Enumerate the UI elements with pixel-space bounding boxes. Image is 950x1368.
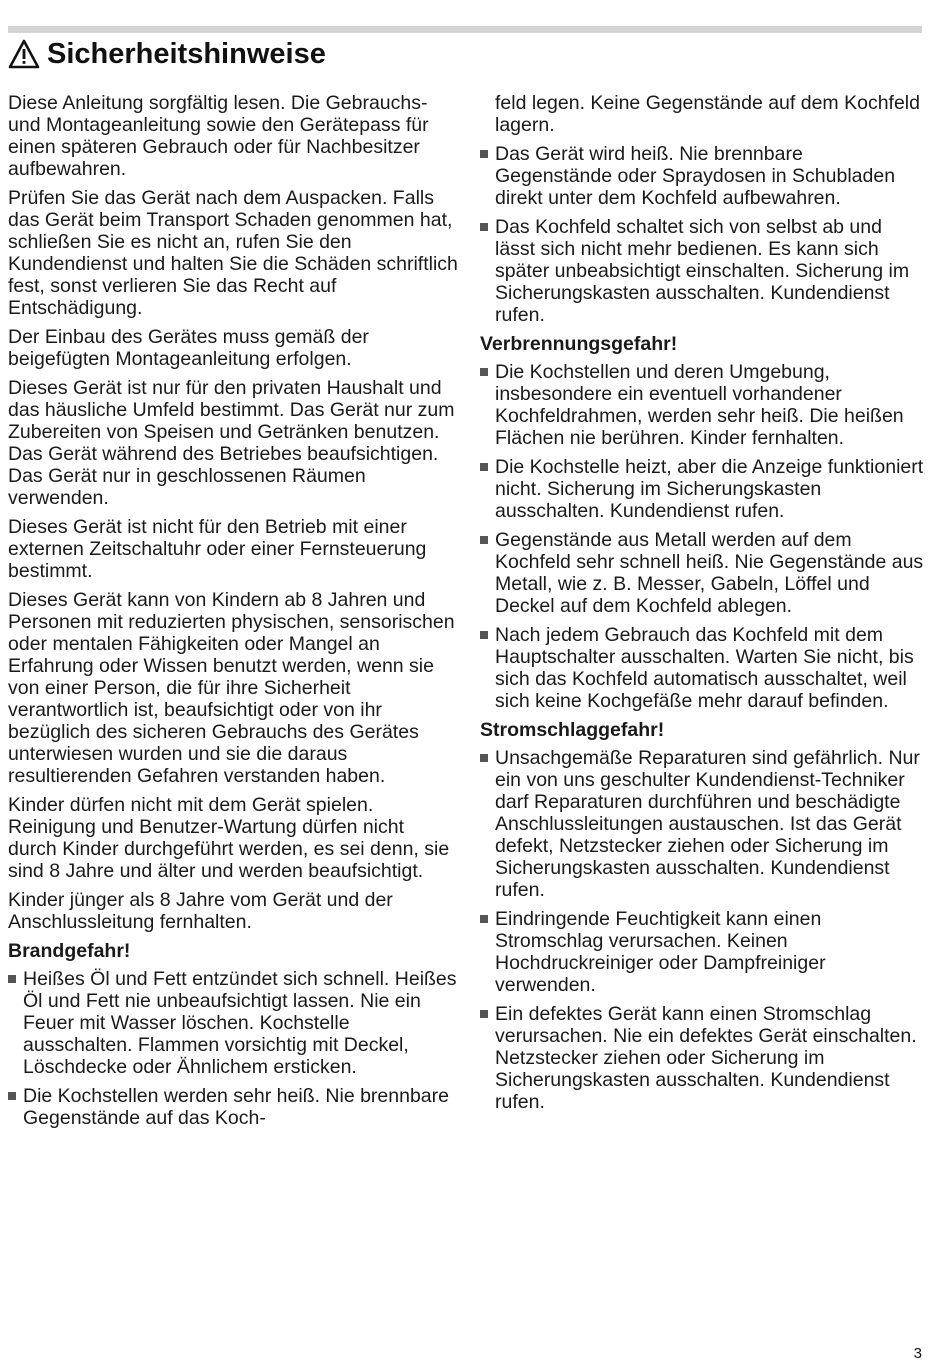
bullet-square-icon [480, 1010, 488, 1018]
intro-paragraph: Dieses Gerät ist nur für den privaten Haushalt und das häusliche Umfeld bestimmt. Das Gerät nur zum Zubereiten von Speisen und Getränken benutzen. Das Gerät während des Betriebes beaufsichtigen. Das Gerät nur in geschlossenen Räumen verwenden. [8, 377, 455, 509]
list-item [480, 216, 925, 326]
list-item-text: Die Kochstellen werden sehr heiß. Nie brennbare Gegenstände auf das Koch- [23, 1085, 449, 1129]
intro-paragraph: Der Einbau des Gerätes muss gemäß der beigefügten Montageanleitung erfolgen. [8, 326, 369, 370]
list-item-text: Ein defektes Gerät kann einen Stromschlag verursachen. Nie ein defektes Gerät einschalten. Netzstecker ziehen oder Sicherung im Sicherungskasten ausschalten. Kundendienst rufen. [495, 1003, 917, 1113]
list-item [8, 1085, 458, 1129]
top-rule [8, 26, 922, 33]
list-item [480, 143, 925, 209]
list-item-text: Die Kochstellen und deren Umgebung, insbesondere ein eventuell vorhandener Kochfeldrahmen, werden sehr heiß. Die heißen Flächen nie berühren. Kinder fernhalten. [495, 361, 904, 449]
intro-paragraph: Kinder jünger als 8 Jahre vom Gerät und der Anschlussleitung fernhalten. [8, 889, 393, 933]
bullet-square-icon [480, 754, 488, 762]
list-item-text: Gegenstände aus Metall werden auf dem Kochfeld sehr schnell heiß. Nie Gegenstände aus Metall, wie z. B. Messer, Gabeln, Löffel und Deckel auf dem Kochfeld ablegen. [495, 529, 924, 617]
list-item [480, 747, 925, 901]
list-item [480, 529, 925, 617]
list-item-text: Heißes Öl und Fett entzündet sich schnell. Heißes Öl und Fett nie unbeaufsichtigt lassen. Nie ein Feuer mit Wasser löschen. Kochstelle ausschalten. Flammen vorsichtig mit Deckel, Löschdecke oder Ähnlichem ersticken. [23, 968, 457, 1078]
list-item [480, 1003, 925, 1113]
fire-hazard-heading: Brandgefahr! [8, 940, 131, 962]
intro-paragraph: Dieses Gerät ist nicht für den Betrieb mit einer externen Zeitschaltuhr oder einer Fernsteuerung bestimmt. [8, 516, 427, 582]
warning-triangle-icon [8, 39, 40, 69]
bullet-square-icon [480, 150, 488, 158]
list-item [480, 456, 925, 522]
shock-hazard-heading: Stromschlaggefahr! [480, 719, 665, 741]
bullet-square-icon [480, 463, 488, 471]
list-item-text: Eindringende Feuchtigkeit kann einen Stromschlag verursachen. Keinen Hochdruckreiniger oder Dampfreiniger verwenden. [495, 908, 826, 996]
left-column [8, 92, 458, 1136]
page-number: 3 [913, 1345, 922, 1362]
section-title: Sicherheitshinweise [47, 37, 326, 70]
list-item [480, 624, 925, 712]
list-item-text: Das Kochfeld schaltet sich von selbst ab und lässt sich nicht mehr bedienen. Es kann sich später unbeabsichtigt einschalten. Sicherung im Sicherungskasten ausschalten. Kundendienst rufen. [495, 216, 910, 326]
bullet-square-icon [480, 368, 488, 376]
list-item [480, 361, 925, 449]
bullet-square-icon [480, 915, 488, 923]
list-item [8, 968, 458, 1078]
list-item-text: Nach jedem Gebrauch das Kochfeld mit dem Hauptschalter ausschalten. Warten Sie nicht, bis sich das Kochfeld automatisch ausschaltet, weil sich keine Kochgefäße mehr darauf befinden. [495, 624, 914, 712]
list-item-text: Das Gerät wird heiß. Nie brennbare Gegenstände oder Spraydosen in Schubladen direkt unter dem Kochfeld aufbewahren. [495, 143, 896, 209]
intro-paragraph: Dieses Gerät kann von Kindern ab 8 Jahren und Personen mit reduzierten physischen, sensorischen oder mentalen Fähigkeiten oder Mangel an Erfahrung oder Wissen benutzt werden, wenn sie von einer Person, die für ihre Sicherheit verantwortlich ist, beaufsichtigt oder von ihr bezüglich des sicheren Gebrauchs des Gerätes unterwiesen wurden und sie die daraus resultierenden Gefahren verstanden haben. [8, 589, 455, 787]
bullet-square-icon [480, 223, 488, 231]
intro-paragraph: Kinder dürfen nicht mit dem Gerät spielen. Reinigung und Benutzer-Wartung dürfen nicht durch Kinder durchgeführt werden, es sei denn, sie sind 8 Jahre und älter und werden beaufsichtigt. [8, 794, 450, 882]
list-item-continuation: feld legen. Keine Gegenstände auf dem Kochfeld lagern. [495, 92, 920, 136]
bullet-square-icon [480, 631, 488, 639]
right-column [480, 92, 925, 1120]
bullet-square-icon [8, 975, 16, 983]
burn-hazard-heading: Verbrennungsgefahr! [480, 333, 678, 355]
section-heading [8, 34, 326, 74]
intro-paragraph: Prüfen Sie das Gerät nach dem Auspacken. Falls das Gerät beim Transport Schaden genommen hat, schließen Sie es nicht an, rufen Sie den Kundendienst und halten Sie die Schäden schriftlich fest, sonst verlieren Sie das Recht auf Entschädigung. [8, 187, 458, 319]
list-item-text: Die Kochstelle heizt, aber die Anzeige funktioniert nicht. Sicherung im Sicherungskasten ausschalten. Kundendienst rufen. [495, 456, 924, 522]
bullet-square-icon [8, 1092, 16, 1100]
bullet-square-icon [480, 536, 488, 544]
intro-paragraph: Diese Anleitung sorgfältig lesen. Die Gebrauchs- und Montageanleitung sowie den Gerätepass für einen späteren Gebrauch oder für Nachbesitzer aufbewahren. [8, 92, 429, 180]
list-item [480, 908, 925, 996]
list-item-text: Unsachgemäße Reparaturen sind gefährlich. Nur ein von uns geschulter Kundendienst-Techniker darf Reparaturen durchführen und beschädigte Anschlussleitungen austauschen. Ist das Gerät defekt, Netzstecker ziehen oder Sicherung im Sicherungskasten ausschalten. Kundendienst rufen. [495, 747, 920, 901]
